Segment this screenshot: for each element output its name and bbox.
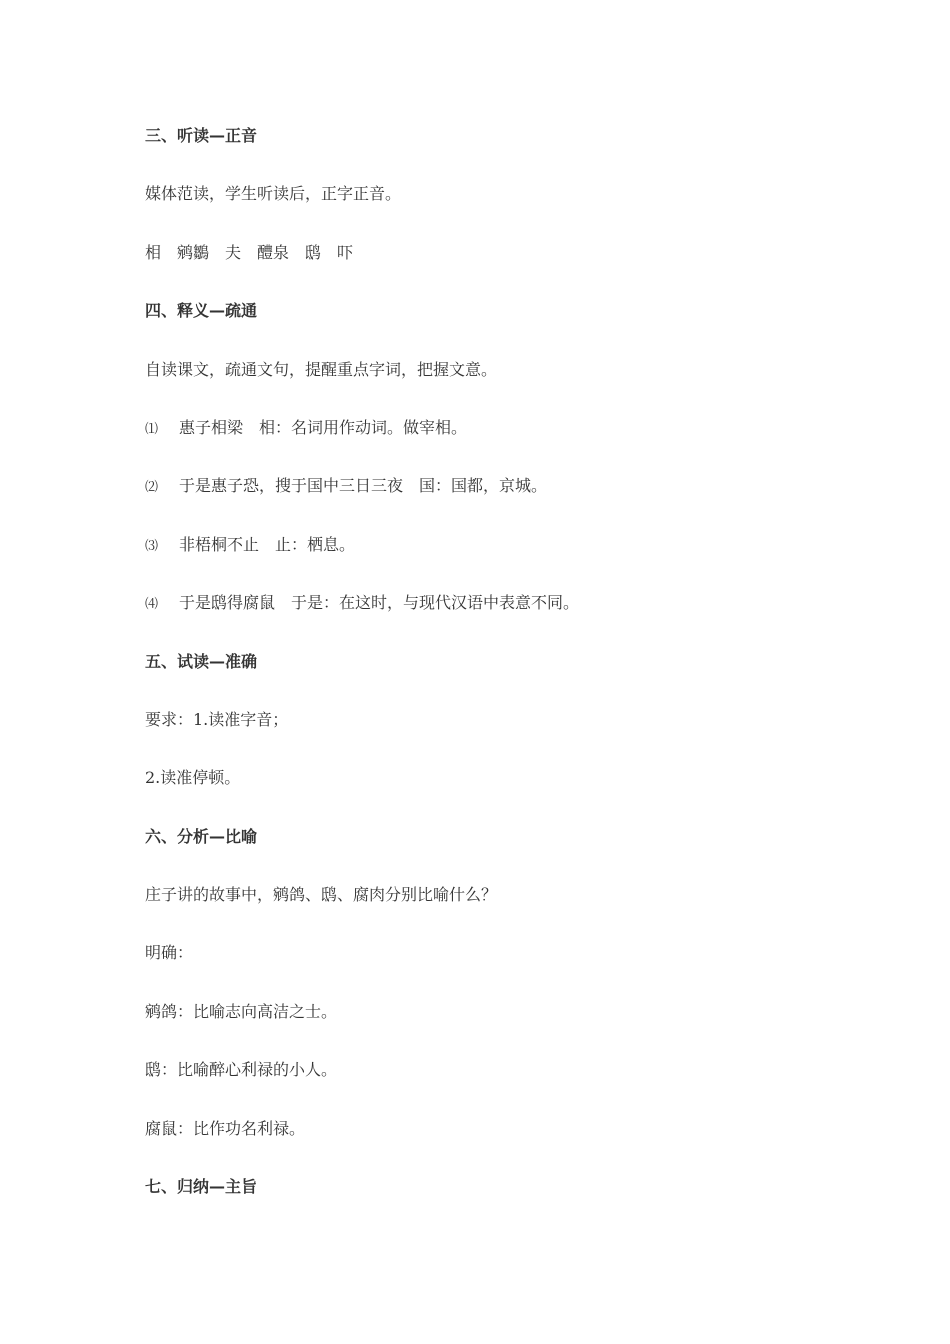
- list-item: [145, 416, 865, 474]
- paragraph: 腐鼠：比作功名利禄。: [145, 1118, 306, 1138]
- paragraph: 鹓鸽：比喻志向高洁之士。: [145, 1001, 338, 1021]
- section-heading-3: 三、听读—正音: [145, 126, 258, 145]
- item-number: ⑷: [145, 597, 159, 613]
- paragraph: 自读课文，疏通文句，提醒重点字词，把握文意。: [145, 359, 498, 379]
- section-heading-5: 五、试读—准确: [145, 651, 258, 671]
- section-heading-7: 七、归纳—主旨: [145, 1177, 258, 1197]
- item-text: 非梧桐不止 止：栖息。: [179, 534, 356, 554]
- item-number: ⑴: [145, 421, 159, 437]
- section-heading-6: 六、分析—比喻: [145, 826, 258, 846]
- list-item: [145, 533, 865, 591]
- paragraph: 媒体范读，学生听读后，正字正音。: [145, 184, 402, 204]
- paragraph: 2.读准停顿。: [145, 768, 241, 788]
- paragraph: 要求：1.读准字音；: [145, 709, 289, 729]
- paragraph: 庄子讲的故事中，鹓鸽、鸱、腐肉分别比喻什么？: [145, 885, 498, 905]
- paragraph: 鸱：比喻醉心利禄的小人。: [145, 1060, 338, 1080]
- item-text: 惠子相梁 相：名词用作动词。做宰相。: [179, 417, 468, 437]
- pronunciation-words: 相 鹓鶵 夫 醴泉 鸱 吓: [145, 242, 354, 262]
- item-text: 于是惠子恐，搜于国中三日三夜 国：国都，京城。: [179, 476, 548, 496]
- paragraph: 明确：: [145, 943, 194, 963]
- list-item: [145, 591, 865, 649]
- item-number: ⑵: [145, 480, 159, 496]
- list-item: [145, 474, 865, 532]
- item-text: 于是鸱得腐鼠 于是：在这时，与现代汉语中表意不同。: [179, 593, 580, 613]
- document-page: [145, 124, 865, 1233]
- section-heading-4: 四、释义—疏通: [145, 301, 258, 321]
- item-number: ⑶: [145, 538, 159, 554]
